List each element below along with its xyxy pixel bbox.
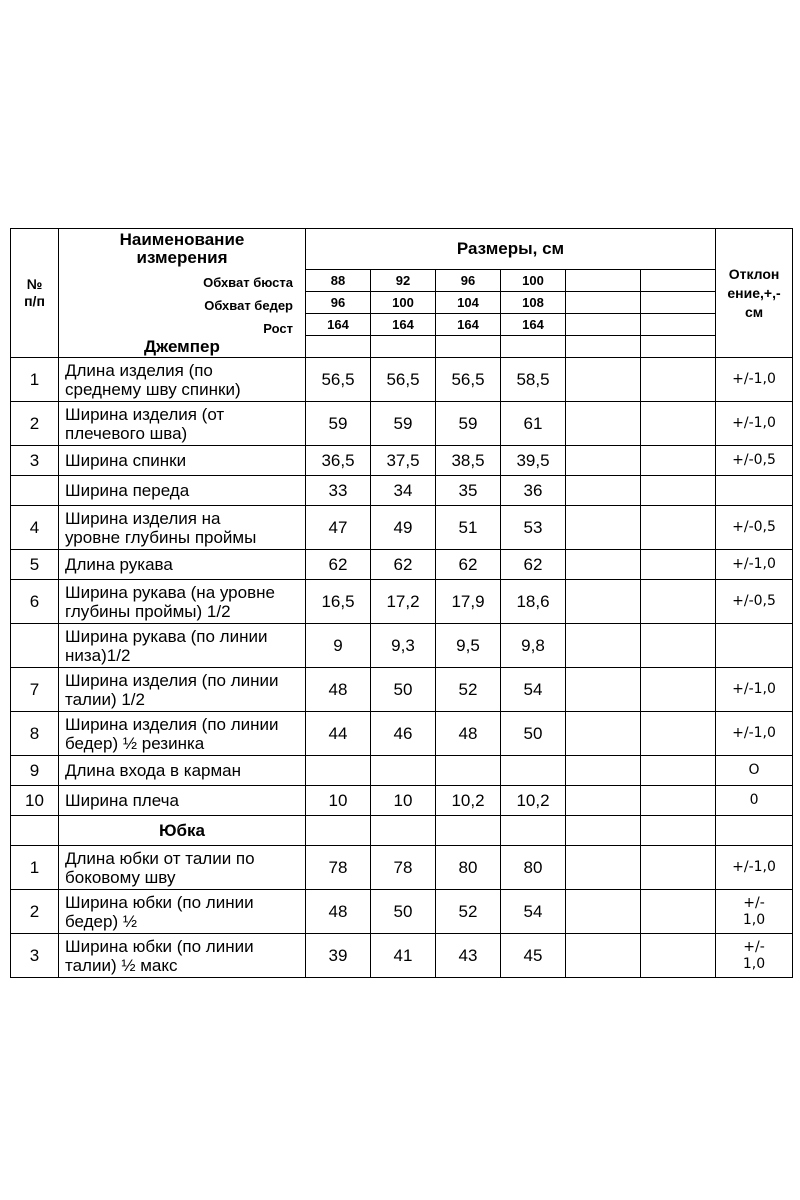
table-row xyxy=(11,446,793,476)
measurement-name: Ширина изделия (от плечевого шва) xyxy=(59,402,306,446)
table-row xyxy=(11,712,793,756)
size-value xyxy=(566,786,641,816)
deviation-value: +/- 1,0 xyxy=(716,890,793,934)
measurement-name: Ширина изделия (по линии талии) 1/2 xyxy=(59,668,306,712)
table-row xyxy=(11,756,793,786)
row-number: 1 xyxy=(11,846,59,890)
bust-value: 88 xyxy=(306,270,371,292)
table-row xyxy=(11,476,793,506)
size-value: 10 xyxy=(371,786,436,816)
size-value xyxy=(566,476,641,506)
table-row xyxy=(11,506,793,550)
hips-value: 100 xyxy=(371,292,436,314)
empty-cell xyxy=(306,336,371,358)
measurement-name: Длина входа в карман xyxy=(59,756,306,786)
empty-cell xyxy=(566,336,641,358)
height-value: 164 xyxy=(306,314,371,336)
size-value: 33 xyxy=(306,476,371,506)
size-value xyxy=(641,624,716,668)
size-value xyxy=(501,756,566,786)
table-row xyxy=(11,846,793,890)
table-row xyxy=(11,402,793,446)
height-value xyxy=(641,314,716,336)
size-value xyxy=(641,786,716,816)
size-value: 36 xyxy=(501,476,566,506)
size-value xyxy=(641,550,716,580)
size-value: 41 xyxy=(371,934,436,978)
bust-value: 100 xyxy=(501,270,566,292)
size-value: 38,5 xyxy=(436,446,501,476)
empty-cell xyxy=(566,816,641,846)
bust-label: Обхват бюста xyxy=(203,275,293,290)
size-value: 17,9 xyxy=(436,580,501,624)
deviation-value: +/-0,5 xyxy=(716,580,793,624)
size-value xyxy=(641,890,716,934)
size-value: 37,5 xyxy=(371,446,436,476)
measurement-name: Ширина спинки xyxy=(59,446,306,476)
size-value xyxy=(641,846,716,890)
size-value xyxy=(641,476,716,506)
row-number: 2 xyxy=(11,890,59,934)
size-value: 9,3 xyxy=(371,624,436,668)
size-value: 56,5 xyxy=(371,358,436,402)
height-value: 164 xyxy=(501,314,566,336)
height-value xyxy=(566,314,641,336)
bust-value: 96 xyxy=(436,270,501,292)
row-number: 10 xyxy=(11,786,59,816)
size-value: 9,5 xyxy=(436,624,501,668)
table-row xyxy=(11,890,793,934)
measurement-name: Ширина рукава (на уровне глубины проймы) 1/2 xyxy=(59,580,306,624)
size-value: 52 xyxy=(436,668,501,712)
size-value: 51 xyxy=(436,506,501,550)
hips-value: 96 xyxy=(306,292,371,314)
measurement-name: Длина изделия (по среднему шву спинки) xyxy=(59,358,306,402)
deviation-value: +/-1,0 xyxy=(716,712,793,756)
size-value: 48 xyxy=(306,668,371,712)
size-value: 78 xyxy=(306,846,371,890)
bust-value xyxy=(641,270,716,292)
measurement-name: Ширина переда xyxy=(59,476,306,506)
size-value: 56,5 xyxy=(436,358,501,402)
empty-cell xyxy=(11,816,59,846)
deviation-value: +/-1,0 xyxy=(716,358,793,402)
size-value: 50 xyxy=(501,712,566,756)
deviation-value: +/-1,0 xyxy=(716,668,793,712)
hips-label: Обхват бедер xyxy=(204,298,293,313)
row-number: 4 xyxy=(11,506,59,550)
deviation-value: 0 xyxy=(716,786,793,816)
size-value xyxy=(436,756,501,786)
row-number: 1 xyxy=(11,358,59,402)
row-number: 8 xyxy=(11,712,59,756)
section-row xyxy=(11,816,793,846)
size-value: 50 xyxy=(371,890,436,934)
size-value xyxy=(566,890,641,934)
size-value: 9 xyxy=(306,624,371,668)
size-value: 48 xyxy=(436,712,501,756)
deviation-value xyxy=(716,624,793,668)
deviation-value: O xyxy=(716,756,793,786)
deviation-value: +/- 1,0 xyxy=(716,934,793,978)
empty-cell xyxy=(371,816,436,846)
bust-value xyxy=(566,270,641,292)
size-value: 16,5 xyxy=(306,580,371,624)
empty-cell xyxy=(501,816,566,846)
size-value: 62 xyxy=(371,550,436,580)
size-value: 50 xyxy=(371,668,436,712)
size-value xyxy=(641,934,716,978)
size-value xyxy=(641,580,716,624)
row-number: 2 xyxy=(11,402,59,446)
size-value: 52 xyxy=(436,890,501,934)
size-value xyxy=(641,358,716,402)
size-value xyxy=(371,756,436,786)
size-value: 59 xyxy=(436,402,501,446)
empty-cell xyxy=(436,336,501,358)
deviation-value: +/-1,0 xyxy=(716,846,793,890)
size-value: 49 xyxy=(371,506,436,550)
row-number: 3 xyxy=(11,934,59,978)
row-number: 7 xyxy=(11,668,59,712)
size-value: 59 xyxy=(371,402,436,446)
size-value xyxy=(566,506,641,550)
size-value: 53 xyxy=(501,506,566,550)
size-value: 10,2 xyxy=(501,786,566,816)
size-value: 54 xyxy=(501,668,566,712)
size-value: 62 xyxy=(306,550,371,580)
hips-value xyxy=(641,292,716,314)
table-row xyxy=(11,550,793,580)
size-value xyxy=(566,580,641,624)
num-header: № п/п xyxy=(11,229,59,358)
measurement-name: Длина рукава xyxy=(59,550,306,580)
size-value xyxy=(641,506,716,550)
size-value xyxy=(641,668,716,712)
hips-value xyxy=(566,292,641,314)
row-number xyxy=(11,476,59,506)
table-row xyxy=(11,668,793,712)
size-value: 18,6 xyxy=(501,580,566,624)
size-value xyxy=(566,402,641,446)
height-value: 164 xyxy=(436,314,501,336)
table-row xyxy=(11,358,793,402)
measurement-name: Ширина рукава (по линии низа)1/2 xyxy=(59,624,306,668)
row-number: 3 xyxy=(11,446,59,476)
empty-cell xyxy=(641,336,716,358)
size-value xyxy=(641,756,716,786)
measurement-name: Ширина юбки (по линии талии) ½ макс xyxy=(59,934,306,978)
size-value xyxy=(566,446,641,476)
table-row xyxy=(11,580,793,624)
size-value: 46 xyxy=(371,712,436,756)
size-value: 34 xyxy=(371,476,436,506)
deviation-value: +/-0,5 xyxy=(716,506,793,550)
size-value xyxy=(566,358,641,402)
row-number: 5 xyxy=(11,550,59,580)
measurement-name: Ширина изделия (по линии бедер) ½ резинка xyxy=(59,712,306,756)
size-value: 9,8 xyxy=(501,624,566,668)
size-value: 59 xyxy=(306,402,371,446)
row-number: 6 xyxy=(11,580,59,624)
size-value: 62 xyxy=(501,550,566,580)
section-title: Джемпер xyxy=(59,336,306,358)
deviation-header: Отклон ение,+,- см xyxy=(716,229,793,358)
size-value xyxy=(306,756,371,786)
table-row xyxy=(11,786,793,816)
size-value: 44 xyxy=(306,712,371,756)
table-row xyxy=(11,624,793,668)
size-value xyxy=(566,668,641,712)
bust-value: 92 xyxy=(371,270,436,292)
measurement-name: Ширина юбки (по линии бедер) ½ xyxy=(59,890,306,934)
size-value xyxy=(641,446,716,476)
size-value: 62 xyxy=(436,550,501,580)
size-value: 43 xyxy=(436,934,501,978)
measurement-name: Ширина изделия на уровне глубины проймы xyxy=(59,506,306,550)
size-value: 10 xyxy=(306,786,371,816)
table-row xyxy=(11,934,793,978)
name-header: Наименование измерения xyxy=(59,229,306,336)
hips-value: 104 xyxy=(436,292,501,314)
height-label: Рост xyxy=(263,321,293,336)
size-value: 17,2 xyxy=(371,580,436,624)
size-value: 35 xyxy=(436,476,501,506)
row-number: 9 xyxy=(11,756,59,786)
empty-cell xyxy=(306,816,371,846)
empty-cell xyxy=(371,336,436,358)
size-value xyxy=(641,712,716,756)
size-value: 54 xyxy=(501,890,566,934)
deviation-value: +/-1,0 xyxy=(716,402,793,446)
size-value: 39,5 xyxy=(501,446,566,476)
size-value: 61 xyxy=(501,402,566,446)
height-value: 164 xyxy=(371,314,436,336)
deviation-value xyxy=(716,476,793,506)
measurement-name: Длина юбки от талии по боковому шву xyxy=(59,846,306,890)
size-value: 39 xyxy=(306,934,371,978)
size-value xyxy=(566,550,641,580)
size-value xyxy=(566,756,641,786)
empty-cell xyxy=(716,816,793,846)
size-value: 58,5 xyxy=(501,358,566,402)
size-chart xyxy=(10,228,792,973)
size-value: 47 xyxy=(306,506,371,550)
size-value: 36,5 xyxy=(306,446,371,476)
size-value xyxy=(566,712,641,756)
size-value: 80 xyxy=(501,846,566,890)
deviation-value: +/-0,5 xyxy=(716,446,793,476)
size-value: 48 xyxy=(306,890,371,934)
size-table xyxy=(10,228,793,978)
measurement-name: Ширина плеча xyxy=(59,786,306,816)
size-value xyxy=(566,846,641,890)
empty-cell xyxy=(641,816,716,846)
size-value: 10,2 xyxy=(436,786,501,816)
size-value: 45 xyxy=(501,934,566,978)
empty-cell xyxy=(501,336,566,358)
size-value: 56,5 xyxy=(306,358,371,402)
sizes-header: Размеры, см xyxy=(306,229,716,270)
size-value xyxy=(641,402,716,446)
deviation-value: +/-1,0 xyxy=(716,550,793,580)
hips-value: 108 xyxy=(501,292,566,314)
section-title: Юбка xyxy=(59,816,306,846)
empty-cell xyxy=(436,816,501,846)
size-value: 78 xyxy=(371,846,436,890)
size-value: 80 xyxy=(436,846,501,890)
size-value xyxy=(566,624,641,668)
row-number xyxy=(11,624,59,668)
size-value xyxy=(566,934,641,978)
